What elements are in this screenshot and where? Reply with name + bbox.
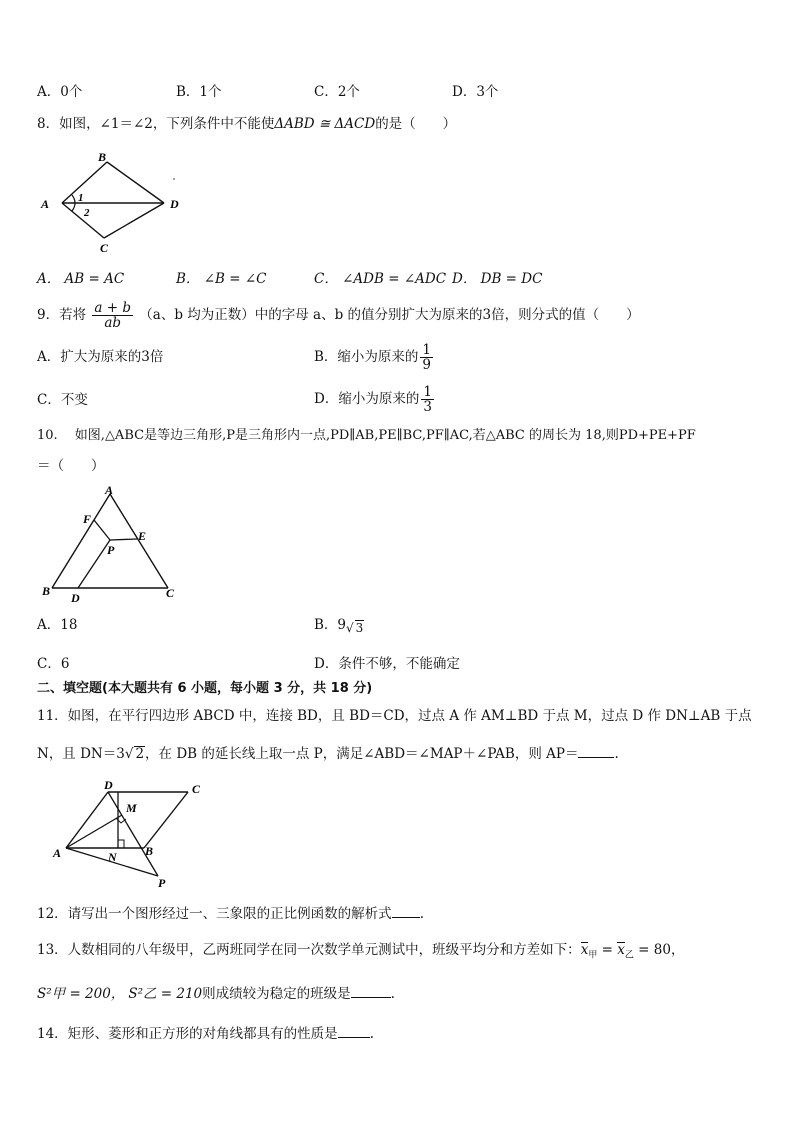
q9-option-b-text: B．缩小为原来的 — [314, 349, 419, 365]
q14-text: 14．矩形、菱形和正方形的对角线都具有的性质是 — [37, 1026, 338, 1042]
q14-answer-blank[interactable] — [338, 1023, 370, 1038]
q10-label-d: D — [71, 591, 80, 605]
q10-option-d: D．条件不够，不能确定 — [314, 656, 460, 672]
q8-label-c: C — [100, 241, 109, 255]
q11-answer-blank[interactable] — [578, 743, 614, 758]
q8-label-angle1: 1 — [78, 192, 84, 204]
q9-pre: 9．若将 — [37, 307, 87, 323]
q14-stem — [37, 1023, 374, 1044]
q10-label-c: C — [166, 586, 175, 600]
q7-option-b: B．1个 — [176, 84, 222, 100]
q13-sub-yi: 乙 — [624, 950, 634, 961]
q8-label-a: A — [41, 197, 50, 211]
q13-line1 — [37, 940, 684, 966]
q9-fraction — [92, 301, 133, 330]
q9-option-d-text: D．缩小为原来的 — [314, 391, 420, 407]
q10-option-a: A．18 — [37, 617, 78, 633]
q12-answer-blank[interactable] — [392, 903, 420, 918]
q11-rad: 2 — [135, 746, 145, 762]
q7-option-d: D．3个 — [452, 84, 499, 100]
q12-end: . — [419, 906, 424, 922]
q9-option-d-den: 3 — [423, 399, 432, 415]
q8-stem-math: ΔABD ≅ ΔACD — [274, 116, 376, 132]
q10-label-e: E — [138, 529, 147, 543]
q9-option-d-num: 1 — [423, 384, 432, 400]
q13-val: = 80， — [633, 942, 685, 958]
q11-label-b: B — [145, 844, 154, 858]
q10-option-b-rad: 3 — [355, 621, 364, 635]
q13-line1-text: 13．人数相同的八年级甲，乙两班同学在同一次数学单元测试中，班级平均分和方差如下： — [37, 942, 581, 958]
section-title-fill-in: 二、填空题(本大题共有 6 小题，每小题 3 分，共 18 分) — [37, 681, 373, 696]
q9-option-d — [314, 382, 436, 416]
q13-xbar-jia: x — [580, 942, 589, 958]
q10-label-p: P — [107, 543, 115, 557]
q14-end: . — [369, 1026, 374, 1042]
q7-option-a: A．0个 — [37, 84, 83, 100]
q9-option-d-frac — [421, 385, 434, 414]
q8-option-c: C． ∠ADB = ∠ADC — [314, 271, 447, 287]
q11-line2: N，且 DN＝3√ 2，在 DB 的延长线上取一点 P，满足∠ABD＝∠MAP＋∠PAB，则 AP＝ . — [37, 743, 619, 764]
q9-option-b-num: 1 — [422, 342, 432, 358]
q10-label-a: A — [105, 483, 114, 497]
q9-option-b — [314, 340, 435, 374]
q8-label-b: B — [98, 150, 107, 164]
q10-label-f: F — [83, 512, 92, 526]
q10-option-b-coef: 9 — [337, 617, 347, 633]
q10-option-b-label: B． — [314, 617, 338, 633]
q8-label-angle2: 2 — [84, 207, 90, 219]
q9-option-b-frac — [420, 343, 433, 372]
q11-label-p: P — [158, 876, 166, 890]
q11-line1: 11．如图，在平行四边形 ABCD 中，连接 BD，且 BD＝CD，过点 A 作 AM⊥BD 于点 M，过点 D 作 DN⊥AB 于点 — [37, 708, 752, 724]
q12-stem — [37, 903, 424, 924]
q11-coef: 3 — [116, 746, 125, 762]
q9-stem — [37, 298, 640, 332]
q9-frac-den: ab — [104, 315, 122, 331]
q13-line2 — [37, 983, 395, 1004]
q8-option-b: B． ∠B = ∠C — [176, 271, 267, 287]
q8-stem-pre: 8．如图，∠1＝∠2，下列条件中不能使 — [37, 116, 275, 132]
q13-line2-post: 则成绩较为稳定的班级是 — [202, 986, 351, 1002]
q10-label-b: B — [42, 584, 51, 598]
q11-label-c: C — [192, 782, 201, 796]
q11-line2-end: . — [614, 746, 619, 762]
q13-xbar-yi: x — [617, 942, 625, 958]
q10-option-b: B．9√ 3 — [314, 617, 364, 635]
q7-option-c: C．2个 — [314, 84, 360, 100]
q8-stem-post: 的是（ ） — [375, 116, 457, 132]
q9-option-c: C．不变 — [37, 392, 88, 408]
q9-option-a: A．扩大为原来的3倍 — [37, 349, 164, 365]
q13-end: . — [390, 986, 395, 1002]
q10-option-c: C．6 — [37, 656, 70, 672]
q8-option-d: D． DB = DC — [452, 271, 543, 287]
q8-stem — [37, 114, 456, 134]
q11-label-n: N — [108, 850, 117, 864]
q13-sub-jia: 甲 — [588, 950, 598, 961]
q8-figure — [34, 148, 194, 258]
q11-label-d: D — [104, 778, 113, 792]
q8-label-d: D — [170, 197, 179, 211]
q11-line2-post: ，在 DB 的延长线上取一点 P，满足∠ABD＝∠MAP＋∠PAB，则 AP＝ — [145, 746, 579, 762]
q13-variance-yi: S²乙 = 210 — [128, 986, 203, 1002]
q11-label-m: M — [126, 801, 137, 815]
q9-frac-num: a + b — [94, 300, 131, 316]
q9-option-b-den: 9 — [422, 357, 432, 373]
q8-option-a: A． AB = AC — [37, 271, 125, 287]
q13-eq: = — [597, 942, 618, 958]
q10-figure — [38, 482, 188, 606]
q9-post: （a、b 均为正数）中的字母 a、b 的值分别扩大为原来的3倍，则分式的值（ ） — [139, 307, 640, 323]
q10-line2: ＝（ ） — [37, 458, 105, 474]
q13-answer-blank[interactable] — [351, 983, 391, 998]
q12-text: 12．请写出一个图形经过一、三象限的正比例函数的解析式 — [37, 906, 392, 922]
q13-variance-jia: S²甲 = 200， — [37, 986, 125, 1002]
q11-label-a: A — [53, 846, 62, 860]
q11-line2-pre: N，且 DN＝ — [37, 746, 117, 762]
q11-figure — [50, 776, 210, 892]
q10-line1: 10. 如图,△ABC是等边三角形,P是三角形内一点,PD∥AB,PE∥BC,PF∥AC,若△ABC 的周长为 18,则PD+PE+PF — [37, 428, 696, 443]
